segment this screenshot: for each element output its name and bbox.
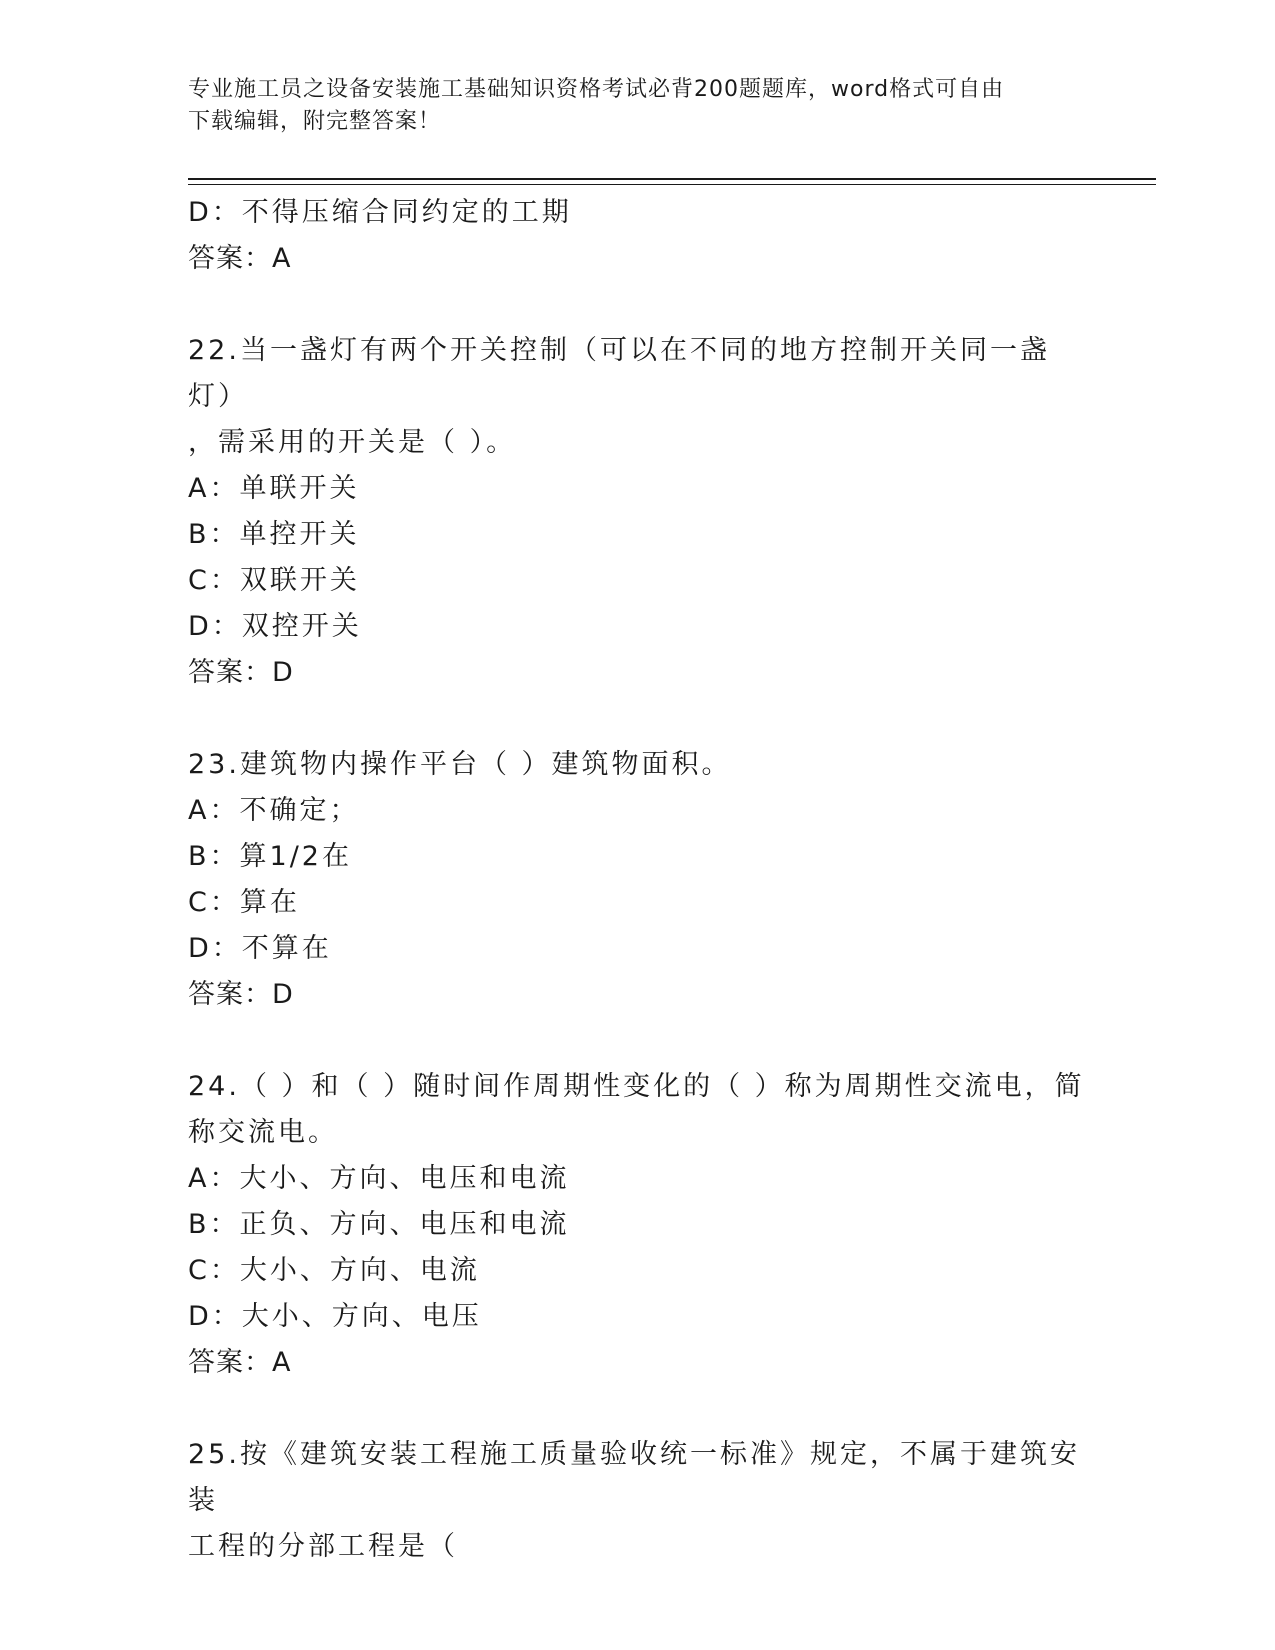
question-text: 22.当一盏灯有两个开关控制（可以在不同的地方控制开关同一盏灯） [188, 335, 1050, 412]
question-text-continued: ，需采用的开关是（ ）。 [188, 427, 517, 458]
question-block-25 [188, 1432, 1088, 1570]
option-b: B：单控开关 [188, 519, 360, 550]
header-divider-thick [188, 178, 1156, 180]
question-list [188, 190, 1088, 1570]
option-a: A：不确定； [188, 795, 360, 826]
answer-label: 答案：D [188, 979, 294, 1010]
question-block-24 [188, 1064, 1088, 1386]
option-c: C：大小、方向、电流 [188, 1255, 480, 1286]
header-divider-thin [188, 184, 1156, 185]
option-a: A：大小、方向、电压和电流 [188, 1163, 570, 1194]
answer-label: 答案：A [188, 243, 292, 274]
option-c: C：双联开关 [188, 565, 360, 596]
document-header [188, 74, 1088, 138]
option-b: B：正负、方向、电压和电流 [188, 1209, 570, 1240]
answer-label: 答案：D [188, 657, 294, 688]
option-d: D：不算在 [188, 933, 332, 964]
question-text: 23.建筑物内操作平台（ ）建筑物面积。 [188, 749, 732, 780]
option-d: D：不得压缩合同约定的工期 [188, 197, 572, 228]
question-block-23 [188, 742, 1088, 1018]
question-text-continued: 工程的分部工程是（ [188, 1531, 458, 1562]
answer-label: 答案：A [188, 1347, 292, 1378]
option-d: D：双控开关 [188, 611, 362, 642]
option-a: A：单联开关 [188, 473, 360, 504]
question-block-22 [188, 328, 1088, 696]
option-b: B：算1/2在 [188, 841, 352, 872]
header-line-2: 下载编辑，附完整答案！ [188, 109, 442, 134]
question-text-continued: 称交流电。 [188, 1117, 338, 1148]
header-line-1: 专业施工员之设备安装施工基础知识资格考试必背200题题库，word格式可自由 [188, 77, 1005, 102]
question-text: 25.按《建筑安装工程施工质量验收统一标准》规定，不属于建筑安装 [188, 1439, 1080, 1516]
option-c: C：算在 [188, 887, 300, 918]
option-d: D：大小、方向、电压 [188, 1301, 482, 1332]
question-text: 24.（ ）和（ ）随时间作周期性变化的（ ）称为周期性交流电，简 [188, 1071, 1085, 1102]
